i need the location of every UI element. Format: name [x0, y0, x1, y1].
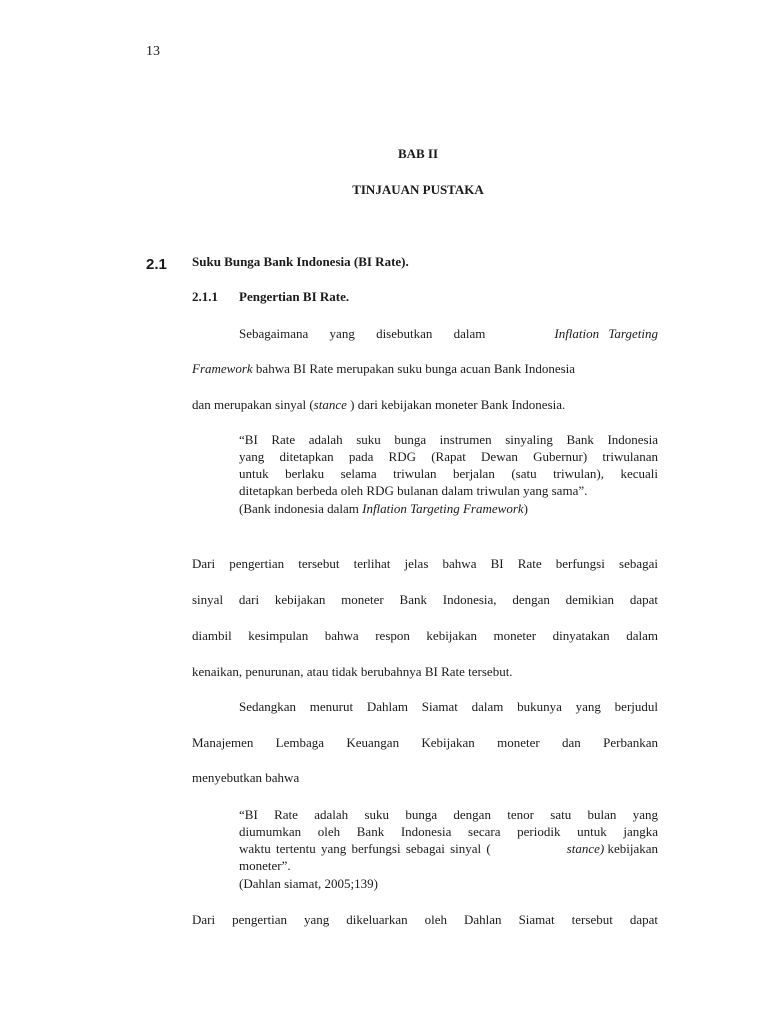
paragraph-4-line-1: Dari pengertian yang dikeluarkan oleh Dahlan Siamat tersebut dapat — [192, 912, 658, 927]
q2-italic-stance: stance) — [566, 841, 605, 856]
p1-text: bahwa BI Rate merupakan suku bunga acuan Bank Indonesia — [252, 361, 576, 376]
paragraph-1-line-1 — [239, 326, 658, 342]
quote-2-line-3 — [239, 840, 658, 857]
quote-1-line-4: ditetapkan berbeda oleh RDG bulanan dalam triwulan yang sama”. — [239, 483, 588, 498]
chapter-heading: BAB II — [397, 146, 439, 161]
chapter-title: TINJAUAN PUSTAKA — [352, 182, 484, 197]
quote-1-line-1: “BI Rate adalah suku bunga instrumen sinyaling Bank Indonesia — [239, 432, 658, 447]
subsection-title: Pengertian BI Rate. — [239, 289, 350, 304]
quote-1-line-3: untuk berlaku selama triwulan berjalan (satu triwulan), kecuali — [239, 466, 658, 481]
section-title: Suku Bunga Bank Indonesia (BI Rate). — [192, 254, 409, 269]
quote-2-citation: (Dahlan siamat, 2005;139) — [239, 876, 378, 891]
paragraph-1-line-2 — [192, 361, 658, 377]
q1-cite-italic: Inflation Targeting Framework — [362, 501, 524, 516]
quote-2-line-4: moneter”. — [239, 858, 291, 873]
section-number: 2.1 — [146, 256, 167, 273]
paragraph-2-line-1: Dari pengertian tersebut terlihat jelas bahwa BI Rate berfungsi sebagai — [192, 556, 658, 571]
quote-2-line-1: “BI Rate adalah suku bunga dengan tenor satu bulan yang — [239, 807, 658, 822]
paragraph-3-line-2: Manajemen Lembaga Keuangan Kebijakan moneter dan Perbankan — [192, 735, 658, 750]
paragraph-2-line-2: sinyal dari kebijakan moneter Bank Indonesia, dengan demikian dapat — [192, 592, 658, 607]
p1-italic-term: Inflation Targeting — [554, 326, 658, 341]
paragraph-2-line-4: kenaikan, penurunan, atau tidak berubahnya BI Rate tersebut. — [192, 664, 513, 679]
page-number: 13 — [146, 44, 160, 59]
q1-cite-text: ) — [523, 501, 528, 516]
paragraph-3-line-1: Sedangkan menurut Dahlam Siamat dalam bukunya yang berjudul — [239, 699, 658, 714]
paragraph-1-line-3 — [192, 397, 658, 413]
quote-1-citation — [239, 500, 658, 517]
p1-italic-framework: Framework — [192, 361, 253, 376]
q2-text-group — [567, 840, 658, 857]
quote-1-line-2: yang ditetapkan pada RDG (Rapat Dewan Gubernur) triwulanan — [239, 449, 658, 464]
p1-text: dan merupakan sinyal ( — [192, 397, 314, 412]
p1-italic-stance: stance — [313, 397, 347, 412]
paragraph-3-line-3: menyebutkan bahwa — [192, 770, 300, 785]
subsection-number: 2.1.1 — [192, 289, 218, 304]
q1-cite-text: (Bank indonesia dalam — [239, 501, 363, 516]
p1-text: Sebagaimana yang disebutkan dalam — [239, 326, 486, 341]
q2-text: kebijakan — [604, 841, 658, 856]
quote-2-line-2: diumumkan oleh Bank Indonesia secara periodik untuk jangka — [239, 824, 658, 839]
q2-text: waktu tertentu yang berfungsi sebagai sinyal ( — [239, 841, 491, 856]
paragraph-2-line-3: diambil kesimpulan bahwa respon kebijakan moneter dinyatakan dalam — [192, 628, 658, 643]
p1-text: ) dari kebijakan moneter Bank Indonesia. — [346, 397, 566, 412]
